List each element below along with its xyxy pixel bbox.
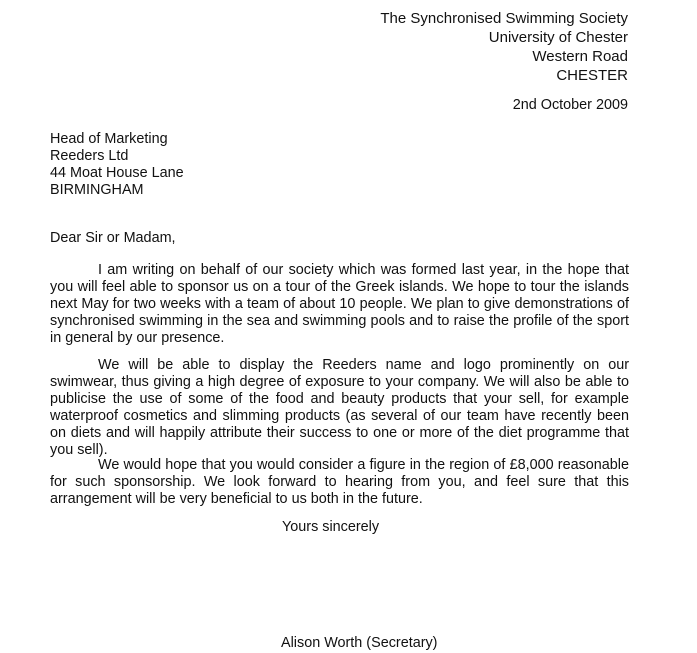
- closing: Yours sincerely: [282, 519, 380, 535]
- body-paragraph-2: We will be able to display the Reeders name and logo prominently on our swimwear, thus giving a high degree of exposure to your company. We will also be able to publicise the use of some of the food and beauty products that your sell, for example waterproof cosmetics and slimming products (as several of our team have recently been on diets and will happily attribute their success to one or more of the diet programme that you sell).: [50, 357, 629, 458]
- recipient-line-1: Head of Marketing: [50, 131, 168, 147]
- sender-line-4: CHESTER: [556, 67, 628, 84]
- body-paragraph-1: I am writing on behalf of our society which was formed last year, in the hope that you will feel able to sponsor us on a tour of the Greek islands. We hope to tour the islands next May for two weeks with a team of about 10 people. We plan to give demonstrations of synchronised swimming in the sea and swimming pools and to raise the profile of the sport in general by our presence.: [50, 262, 629, 346]
- sender-address: [380, 9, 628, 85]
- recipient-line-4: BIRMINGHAM: [50, 182, 144, 198]
- signature-name: Alison Worth (Secretary): [281, 635, 438, 651]
- salutation: Dear Sir or Madam,: [50, 230, 176, 246]
- sender-line-3: Western Road: [532, 48, 628, 65]
- recipient-line-2: Reeders Ltd: [50, 148, 129, 164]
- letter-date: 2nd October 2009: [512, 97, 628, 113]
- sender-line-2: University of Chester: [488, 29, 628, 46]
- body-paragraph-3: We would hope that you would consider a figure in the region of £8,000 reasonable for such sponsorship. We look forward to hearing from you, and feel sure that this arrangement will be very beneficial to us both in the future.: [50, 457, 629, 507]
- recipient-address: [50, 131, 184, 199]
- recipient-line-3: 44 Moat House Lane: [50, 165, 184, 181]
- sender-line-1: The Synchronised Swimming Society: [380, 10, 628, 27]
